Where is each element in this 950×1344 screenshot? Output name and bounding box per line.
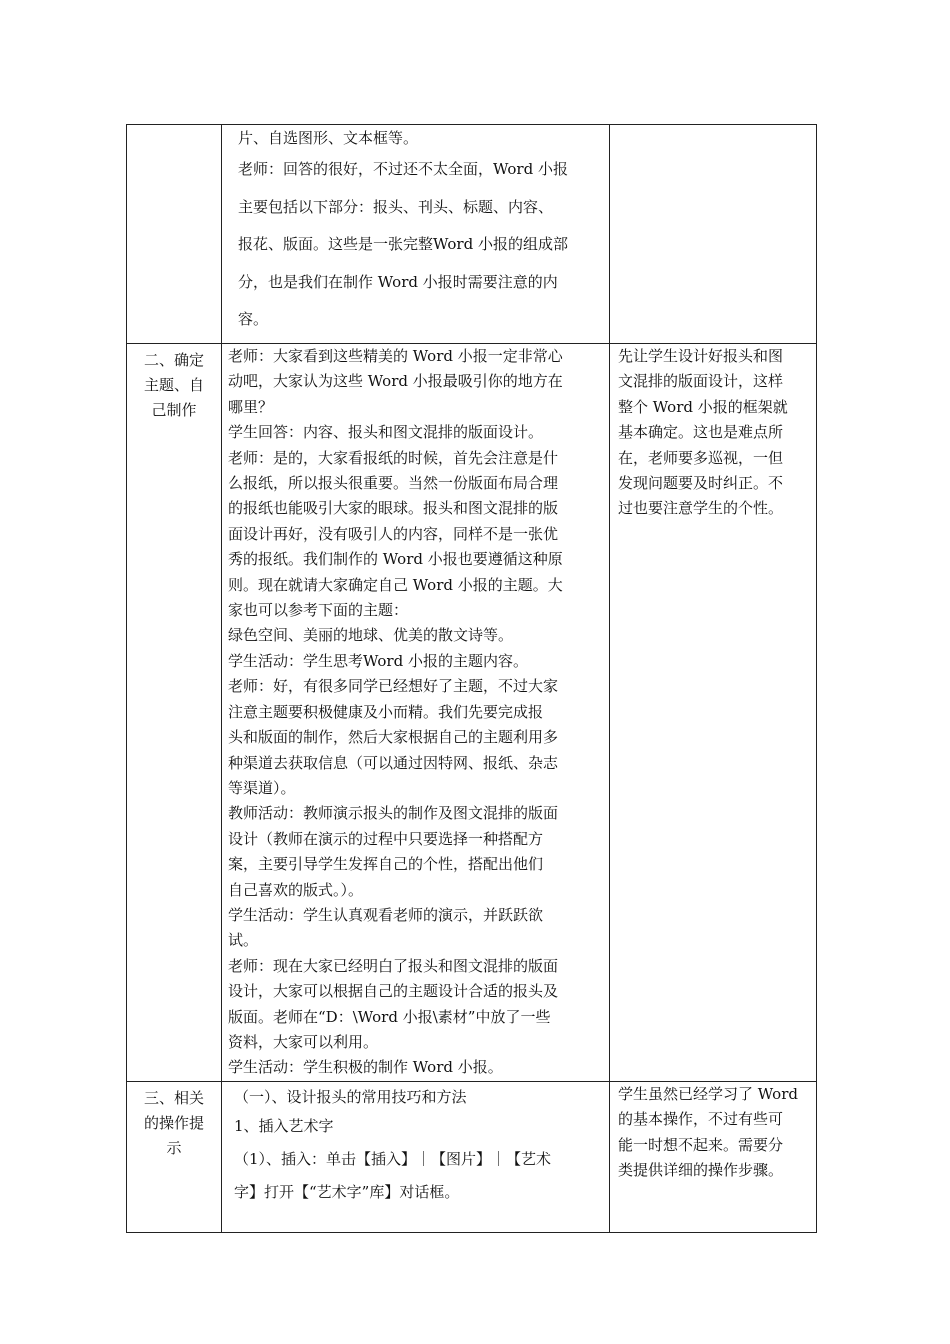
content-line: 绿色空间、美丽的地球、优美的散文诗等。 [228, 626, 514, 645]
content-line: 学生活动：学生积极的制作 Word 小报。 [228, 1058, 503, 1077]
note-line: 的基本操作，不过有些可 [618, 1110, 784, 1129]
note-line: 整个 Word 小报的框架就 [618, 397, 788, 416]
content-line: 么报纸，所以报头很重要。当然一份版面布局合理 [228, 474, 559, 493]
content-line: 案，主要引导学生发挥自己的个性，搭配出他们 [228, 855, 544, 874]
content-line: 动吧，大家认为这些 Word 小报最吸引你的地方在 [228, 372, 563, 391]
table-row [127, 125, 817, 344]
content-cell [222, 125, 610, 344]
content-line: 教师活动：教师演示报头的制作及图文混排的版面 [228, 804, 559, 823]
stage-cell [127, 1081, 222, 1232]
note-line: 在，老师要多巡视，一但 [618, 448, 784, 467]
stage-label-line: 己制作 [151, 401, 197, 419]
content-line: 设计（教师在演示的过程中只要选择一种搭配方 [228, 829, 544, 848]
content-line: 字】打开【“艺术字”库】对话框。 [234, 1182, 460, 1201]
content-cell [222, 344, 610, 1082]
content-line: 片、自选图形、文本框等。 [238, 129, 419, 147]
stage-label-line: 二、确定 [143, 351, 204, 369]
content-line: 注意主题要积极健康及小而精。我们先要完成报 [228, 702, 544, 721]
content-line: 学生活动：学生认真观看老师的演示，并跃跃欲 [228, 905, 544, 924]
content-line: 老师：好，有很多同学已经想好了主题，不过大家 [228, 677, 559, 696]
content-line: 学生回答：内容、报头和图文混排的版面设计。 [228, 423, 544, 442]
content-line: 自己喜欢的版式。）。 [228, 880, 364, 899]
stage-label-line: 三、相关 [143, 1088, 204, 1107]
note-line: 先让学生设计好报头和图 [618, 347, 784, 365]
content-line: 1、插入艺术字 [234, 1116, 334, 1135]
content-line: 则。现在就请大家确定自己 Word 小报的主题。大 [228, 575, 563, 594]
content-line: 容。 [238, 310, 269, 328]
note-cell [610, 1081, 817, 1232]
content-line: 哪里？ [228, 397, 274, 416]
content-line: 秀的报纸。我们制作的 Word 小报也要遵循这种原 [228, 550, 563, 569]
content-line: 面设计再好，没有吸引人的内容，同样不是一张优 [228, 524, 559, 543]
content-line: 头和版面的制作，然后大家根据自己的主题利用多 [228, 728, 559, 747]
content-line: 家也可以参考下面的主题： [228, 601, 409, 620]
note-line: 基本确定。这也是难点所 [618, 423, 784, 442]
note-line: 能一时想不起来。需要分 [618, 1135, 784, 1154]
content-line: 学生活动：学生思考Word 小报的主题内容。 [228, 651, 528, 670]
stage-cell [127, 344, 222, 1082]
content-line: 分，也是我们在制作 Word 小报时需要注意的内 [238, 272, 558, 291]
table-row [127, 1081, 817, 1232]
content-line: 种渠道去获取信息（可以通过因特网、报纸、杂志 [228, 753, 559, 772]
content-line: 试。 [228, 931, 259, 950]
note-cell [610, 125, 817, 344]
content-line: 报花、版面。这些是一张完整Word 小报的组成部 [238, 235, 568, 253]
note-cell [610, 344, 817, 1082]
content-line: 主要包括以下部分：报头、刊头、标题、内容、 [238, 197, 554, 216]
content-line: 老师：大家看到这些精美的 Word 小报一定非常心 [228, 347, 563, 365]
note-line: 类提供详细的操作步骤。 [618, 1161, 784, 1179]
content-line: 设计，大家可以根据自己的主题设计合适的报头及 [228, 982, 559, 1001]
note-line: 学生虽然已经学习了 Word [618, 1084, 798, 1103]
table-row [127, 344, 817, 1082]
content-line: 等渠道）。 [228, 778, 296, 797]
content-line: （一）、设计报头的常用技巧和方法 [234, 1087, 467, 1106]
content-line: 老师：是的，大家看报纸的时候，首先会注意是什 [228, 448, 559, 467]
content-line: 版面。老师在“D：\Word 小报\素材”中放了一些 [228, 1007, 551, 1026]
note-line: 文混排的版面设计，这样 [618, 372, 784, 391]
note-line: 过也要注意学生的个性。 [618, 499, 784, 518]
content-line: 老师：现在大家已经明白了报头和图文混排的版面 [228, 956, 559, 975]
stage-label-line: 主题、自 [143, 376, 204, 394]
content-cell [222, 1081, 610, 1232]
stage-label-line: 的操作提 [143, 1113, 204, 1132]
note-line: 发现问题要及时纠正。不 [618, 474, 784, 493]
lesson-plan-table [126, 124, 817, 1233]
content-line: 老师：回答的很好，不过还不太全面，Word 小报 [238, 160, 568, 178]
stage-label-line: 示 [166, 1138, 182, 1157]
content-line: （1）、插入：单击【插入】｜【图片】｜【艺术 [234, 1149, 552, 1168]
content-line: 资料，大家可以利用。 [228, 1032, 379, 1051]
stage-cell [127, 125, 222, 344]
content-line: 的报纸也能吸引大家的眼球。报头和图文混排的版 [228, 499, 559, 518]
